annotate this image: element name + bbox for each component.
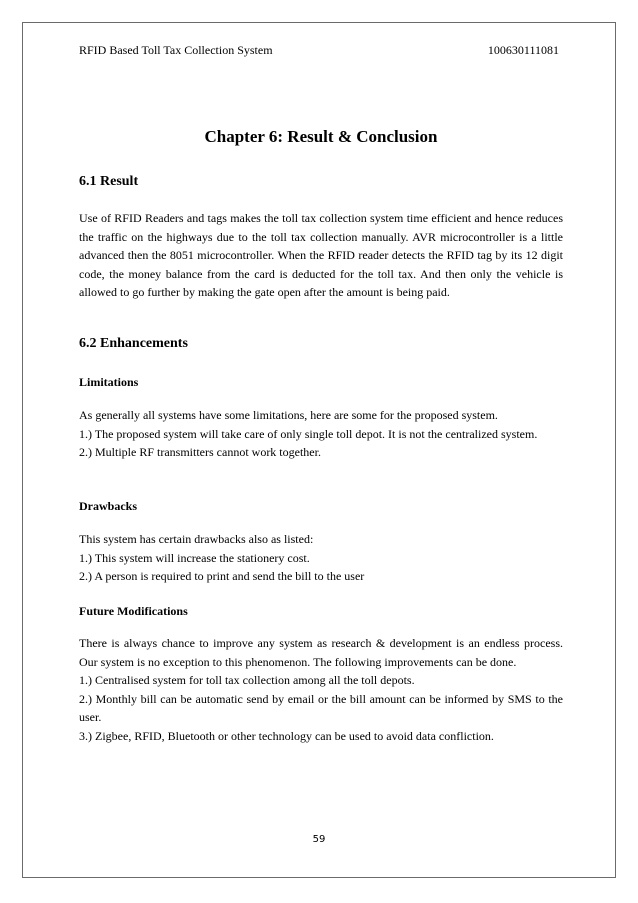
drawbacks-intro: This system has certain drawbacks also as listed: (79, 532, 314, 546)
page-number: 59 (312, 834, 326, 845)
limitations-block (79, 406, 563, 462)
limitations-item: 1.) The proposed system will take care of only single toll depot. It is not the centralized system. (79, 426, 538, 441)
future-item: 1.) Centralised system for toll tax collection among all the toll depots. (79, 673, 415, 687)
drawbacks-item: 1.) This system will increase the stationery cost. (79, 550, 310, 565)
section-heading-result: 6.1 Result (79, 174, 139, 189)
header-code: 100630111081 (487, 43, 559, 57)
drawbacks-item: 2.) A person is required to print and send the bill to the user (79, 569, 365, 583)
drawbacks-block (79, 530, 563, 586)
subheading-future-modifications: Future Modifications (79, 604, 188, 618)
section-heading-enhancements: 6.2 Enhancements (79, 336, 188, 351)
future-item: 3.) Zigbee, RFID, Bluetooth or other technology can be used to avoid data confliction. (79, 728, 494, 743)
limitations-intro: As generally all systems have some limitations, here are some for the proposed system. (79, 408, 498, 422)
limitations-item: 2.) Multiple RF transmitters cannot work together. (79, 445, 321, 459)
future-intro: There is always chance to improve any system as research & development is an endless process. Our system is no exception to this phenomenon. The following improvements can be done. (79, 636, 563, 669)
future-item: 2.) Monthly bill can be automatic send by email or the bill amount can be informed by SMS to the user. (79, 691, 563, 724)
result-paragraph: Use of RFID Readers and tags makes the toll tax collection system time efficient and hence reduces the traffic on the highways due to the toll tax collection manually. AVR microcontroller is a little advanced then the 8051 microcontroller. When the RFID reader detects the RFID tag by its 12 digit code, the money balance from the card is deducted for the toll tax. And then only the vehicle is allowed to go further by making the gate open after the amount is being paid. (79, 211, 563, 299)
subheading-limitations: Limitations (79, 375, 139, 389)
subheading-drawbacks: Drawbacks (79, 499, 138, 513)
future-block (79, 634, 563, 745)
header-title: RFID Based Toll Tax Collection System (79, 43, 273, 57)
chapter-title: Chapter 6: Result & Conclusion (204, 127, 438, 146)
